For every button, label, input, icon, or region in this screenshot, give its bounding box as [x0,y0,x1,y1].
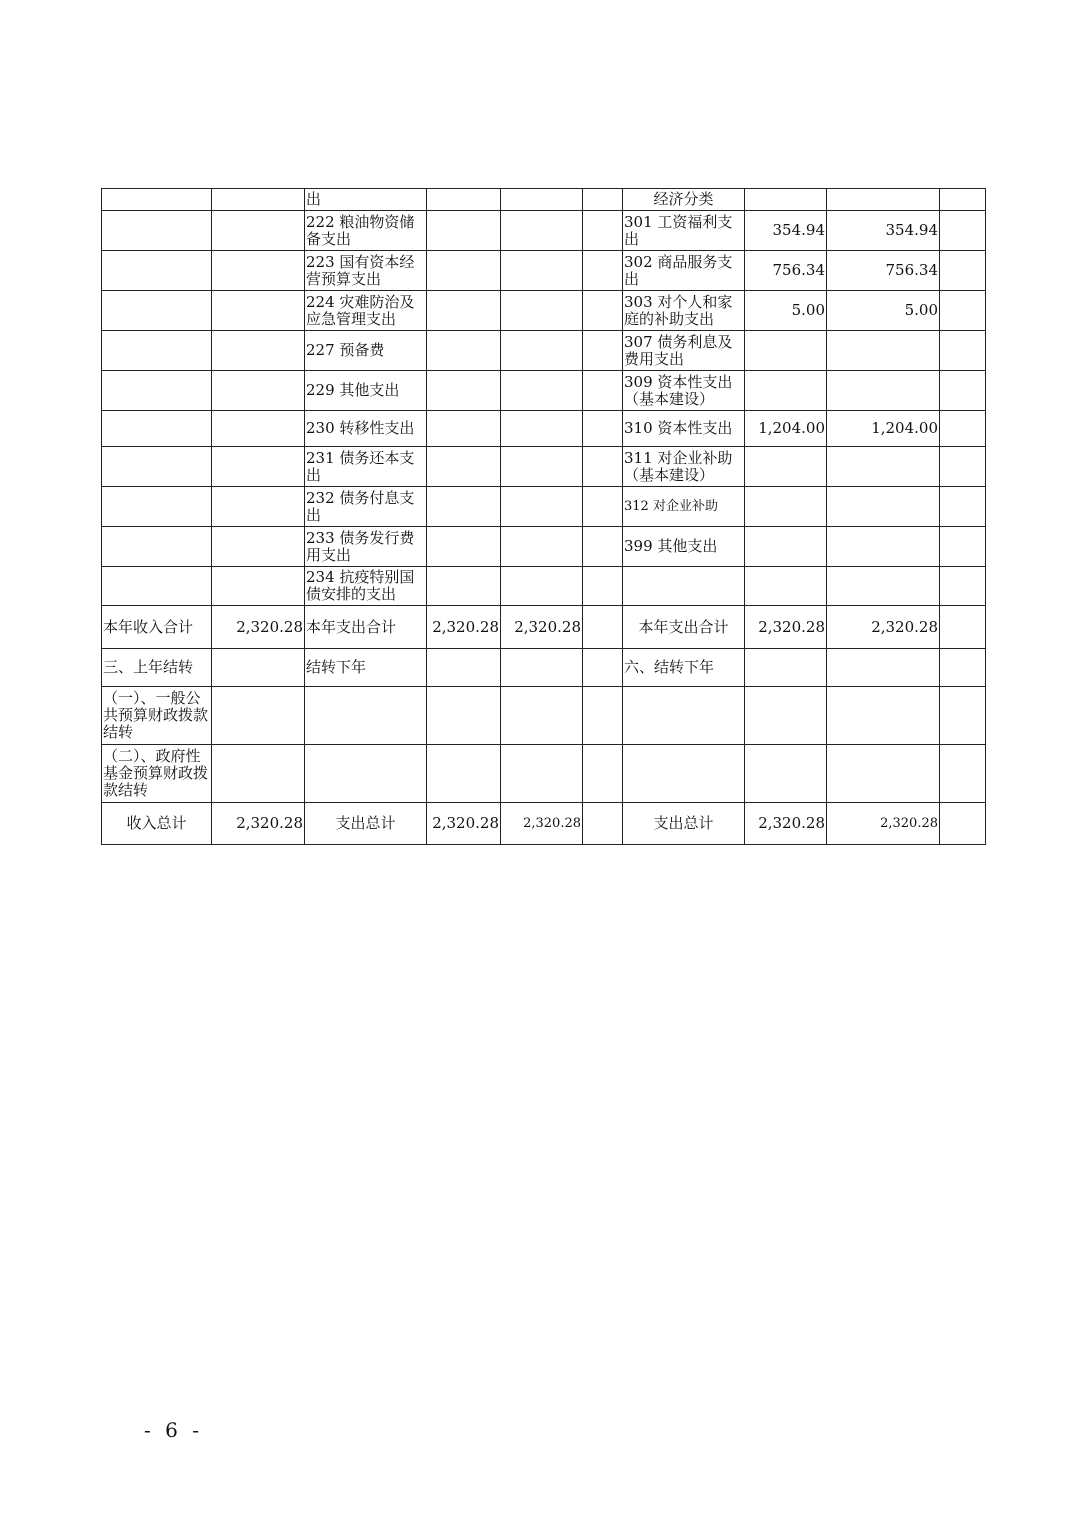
table-row [102,745,986,803]
table-cell [427,211,501,251]
table-cell [745,331,827,371]
table-row [102,447,986,487]
table-cell: 233 债务发行费用支出 [305,527,427,567]
table-cell [102,291,212,331]
table-row [102,527,986,567]
table-cell [501,649,583,687]
table-cell: 302 商品服务支出 [623,251,745,291]
table-cell [745,745,827,803]
table-cell [427,649,501,687]
table-cell [427,331,501,371]
table-row [102,189,986,211]
table-cell [501,487,583,527]
table-cell [745,567,827,606]
table-cell [583,371,623,411]
table-cell [212,331,305,371]
table-row [102,331,986,371]
table-cell [212,447,305,487]
table-cell [827,649,940,687]
table-cell [583,189,623,211]
table-cell [212,527,305,567]
table-cell [427,189,501,211]
table-cell: 303 对个人和家庭的补助支出 [623,291,745,331]
table-cell: 307 债务利息及费用支出 [623,331,745,371]
table-cell [583,567,623,606]
table-cell [583,745,623,803]
table-cell [212,487,305,527]
table-cell [102,251,212,291]
table-cell [102,331,212,371]
table-cell [102,371,212,411]
table-cell: 1,204.00 [745,411,827,447]
table-cell [940,189,986,211]
table-cell: 2,320.28 [745,803,827,845]
table-cell: 756.34 [745,251,827,291]
table-cell [427,371,501,411]
table-cell: 2,320.28 [827,606,940,649]
table-cell [827,189,940,211]
table-cell: 354.94 [827,211,940,251]
table-cell [212,567,305,606]
table-cell [583,687,623,745]
table-cell [745,687,827,745]
table-cell: 399 其他支出 [623,527,745,567]
table-cell: 经济分类 [623,189,745,211]
table-cell [212,649,305,687]
table-cell: 232 债务付息支出 [305,487,427,527]
table-cell [940,211,986,251]
table-cell: 2,320.28 [501,606,583,649]
table-cell [583,649,623,687]
table-cell: 231 债务还本支出 [305,447,427,487]
table-cell: 六、结转下年 [623,649,745,687]
table-cell: 311 对企业补助（基本建设） [623,447,745,487]
table-row [102,567,986,606]
table-cell: 本年支出合计 [623,606,745,649]
table-cell [745,447,827,487]
table-cell: 2,320.28 [501,803,583,845]
table-cell [827,331,940,371]
table-cell [940,649,986,687]
table-cell [102,527,212,567]
table-cell [102,487,212,527]
table-cell [940,606,986,649]
table-cell [212,745,305,803]
table-cell: 224 灾难防治及应急管理支出 [305,291,427,331]
table-cell [427,527,501,567]
table-cell: 2,320.28 [827,803,940,845]
table-cell: 2,320.28 [212,606,305,649]
table-cell [102,189,212,211]
table-cell: 756.34 [827,251,940,291]
table-cell: 301 工资福利支出 [623,211,745,251]
table-cell: 310 资本性支出 [623,411,745,447]
table-cell: 结转下年 [305,649,427,687]
table-cell: 222 粮油物资储备支出 [305,211,427,251]
table-cell [827,371,940,411]
table-cell: 2,320.28 [745,606,827,649]
table-cell [940,331,986,371]
table-cell [583,211,623,251]
table-cell [745,649,827,687]
table-cell [102,211,212,251]
table-cell [940,447,986,487]
table-cell [940,803,986,845]
table-cell [501,331,583,371]
table-cell [583,291,623,331]
table-cell: 234 抗疫特别国债安排的支出 [305,567,427,606]
table-cell: 2,320.28 [427,606,501,649]
table-cell [501,447,583,487]
table-cell [427,251,501,291]
table-cell [102,447,212,487]
table-cell [305,745,427,803]
table-cell: 227 预备费 [305,331,427,371]
table-cell [427,411,501,447]
table-row [102,371,986,411]
table-cell: 5.00 [827,291,940,331]
table-row [102,411,986,447]
table-cell [940,487,986,527]
table-cell [212,687,305,745]
table-cell [501,189,583,211]
table-cell: 2,320.28 [427,803,501,845]
table-cell: 230 转移性支出 [305,411,427,447]
table-cell [501,567,583,606]
table-cell [623,567,745,606]
table-cell [940,687,986,745]
table-cell [212,371,305,411]
table-cell [583,487,623,527]
table-cell [583,331,623,371]
table-row [102,291,986,331]
table-cell [745,527,827,567]
table-row [102,211,986,251]
table-cell [583,606,623,649]
table-cell: 三、上年结转 [102,649,212,687]
table-cell: 229 其他支出 [305,371,427,411]
table-cell [501,211,583,251]
table-row [102,649,986,687]
table-cell [583,251,623,291]
table-cell [501,371,583,411]
table-cell [827,447,940,487]
table-cell: 312 对企业补助 [623,487,745,527]
table-cell: （二）、政府性基金预算财政拨款结转 [102,745,212,803]
table-cell: （一）、一般公共预算财政拨款结转 [102,687,212,745]
table-cell [940,411,986,447]
table-cell: 本年支出合计 [305,606,427,649]
table-cell [940,251,986,291]
table-cell [102,411,212,447]
table-cell: 支出总计 [305,803,427,845]
table-cell: 5.00 [745,291,827,331]
table-cell [745,189,827,211]
table-cell [212,211,305,251]
table-row [102,803,986,845]
table-cell [583,411,623,447]
budget-table [101,188,986,845]
table-cell: 本年收入合计 [102,606,212,649]
table-cell [427,745,501,803]
table-cell [827,527,940,567]
table-cell: 1,204.00 [827,411,940,447]
table-cell [427,291,501,331]
table-cell [623,687,745,745]
table-cell [427,687,501,745]
table-cell [427,567,501,606]
page-number: - 6 - [144,1418,203,1442]
table-row [102,251,986,291]
table-cell [212,411,305,447]
table-cell [827,567,940,606]
table-cell [745,487,827,527]
table-cell [501,251,583,291]
table-cell [501,411,583,447]
table-cell [501,687,583,745]
table-cell [623,745,745,803]
table-cell: 2,320.28 [212,803,305,845]
table-cell [501,527,583,567]
table-cell [501,745,583,803]
table-cell [827,687,940,745]
table-cell [940,745,986,803]
table-row [102,687,986,745]
table-cell: 出 [305,189,427,211]
table-cell [212,291,305,331]
table-cell [745,371,827,411]
table-cell [212,251,305,291]
table-cell [940,371,986,411]
table-cell [212,189,305,211]
table-cell [940,567,986,606]
table-cell [583,803,623,845]
table-cell [940,291,986,331]
table-cell [827,487,940,527]
table-cell: 支出总计 [623,803,745,845]
table-cell [940,527,986,567]
table-cell [305,687,427,745]
table-cell [501,291,583,331]
table-cell: 收入总计 [102,803,212,845]
table-cell [102,567,212,606]
table-cell [427,447,501,487]
table-row [102,606,986,649]
table-cell [583,447,623,487]
table-cell [583,527,623,567]
table-cell [827,745,940,803]
table-cell: 354.94 [745,211,827,251]
table-cell: 309 资本性支出（基本建设） [623,371,745,411]
table-cell: 223 国有资本经营预算支出 [305,251,427,291]
table-cell [427,487,501,527]
table-row [102,487,986,527]
